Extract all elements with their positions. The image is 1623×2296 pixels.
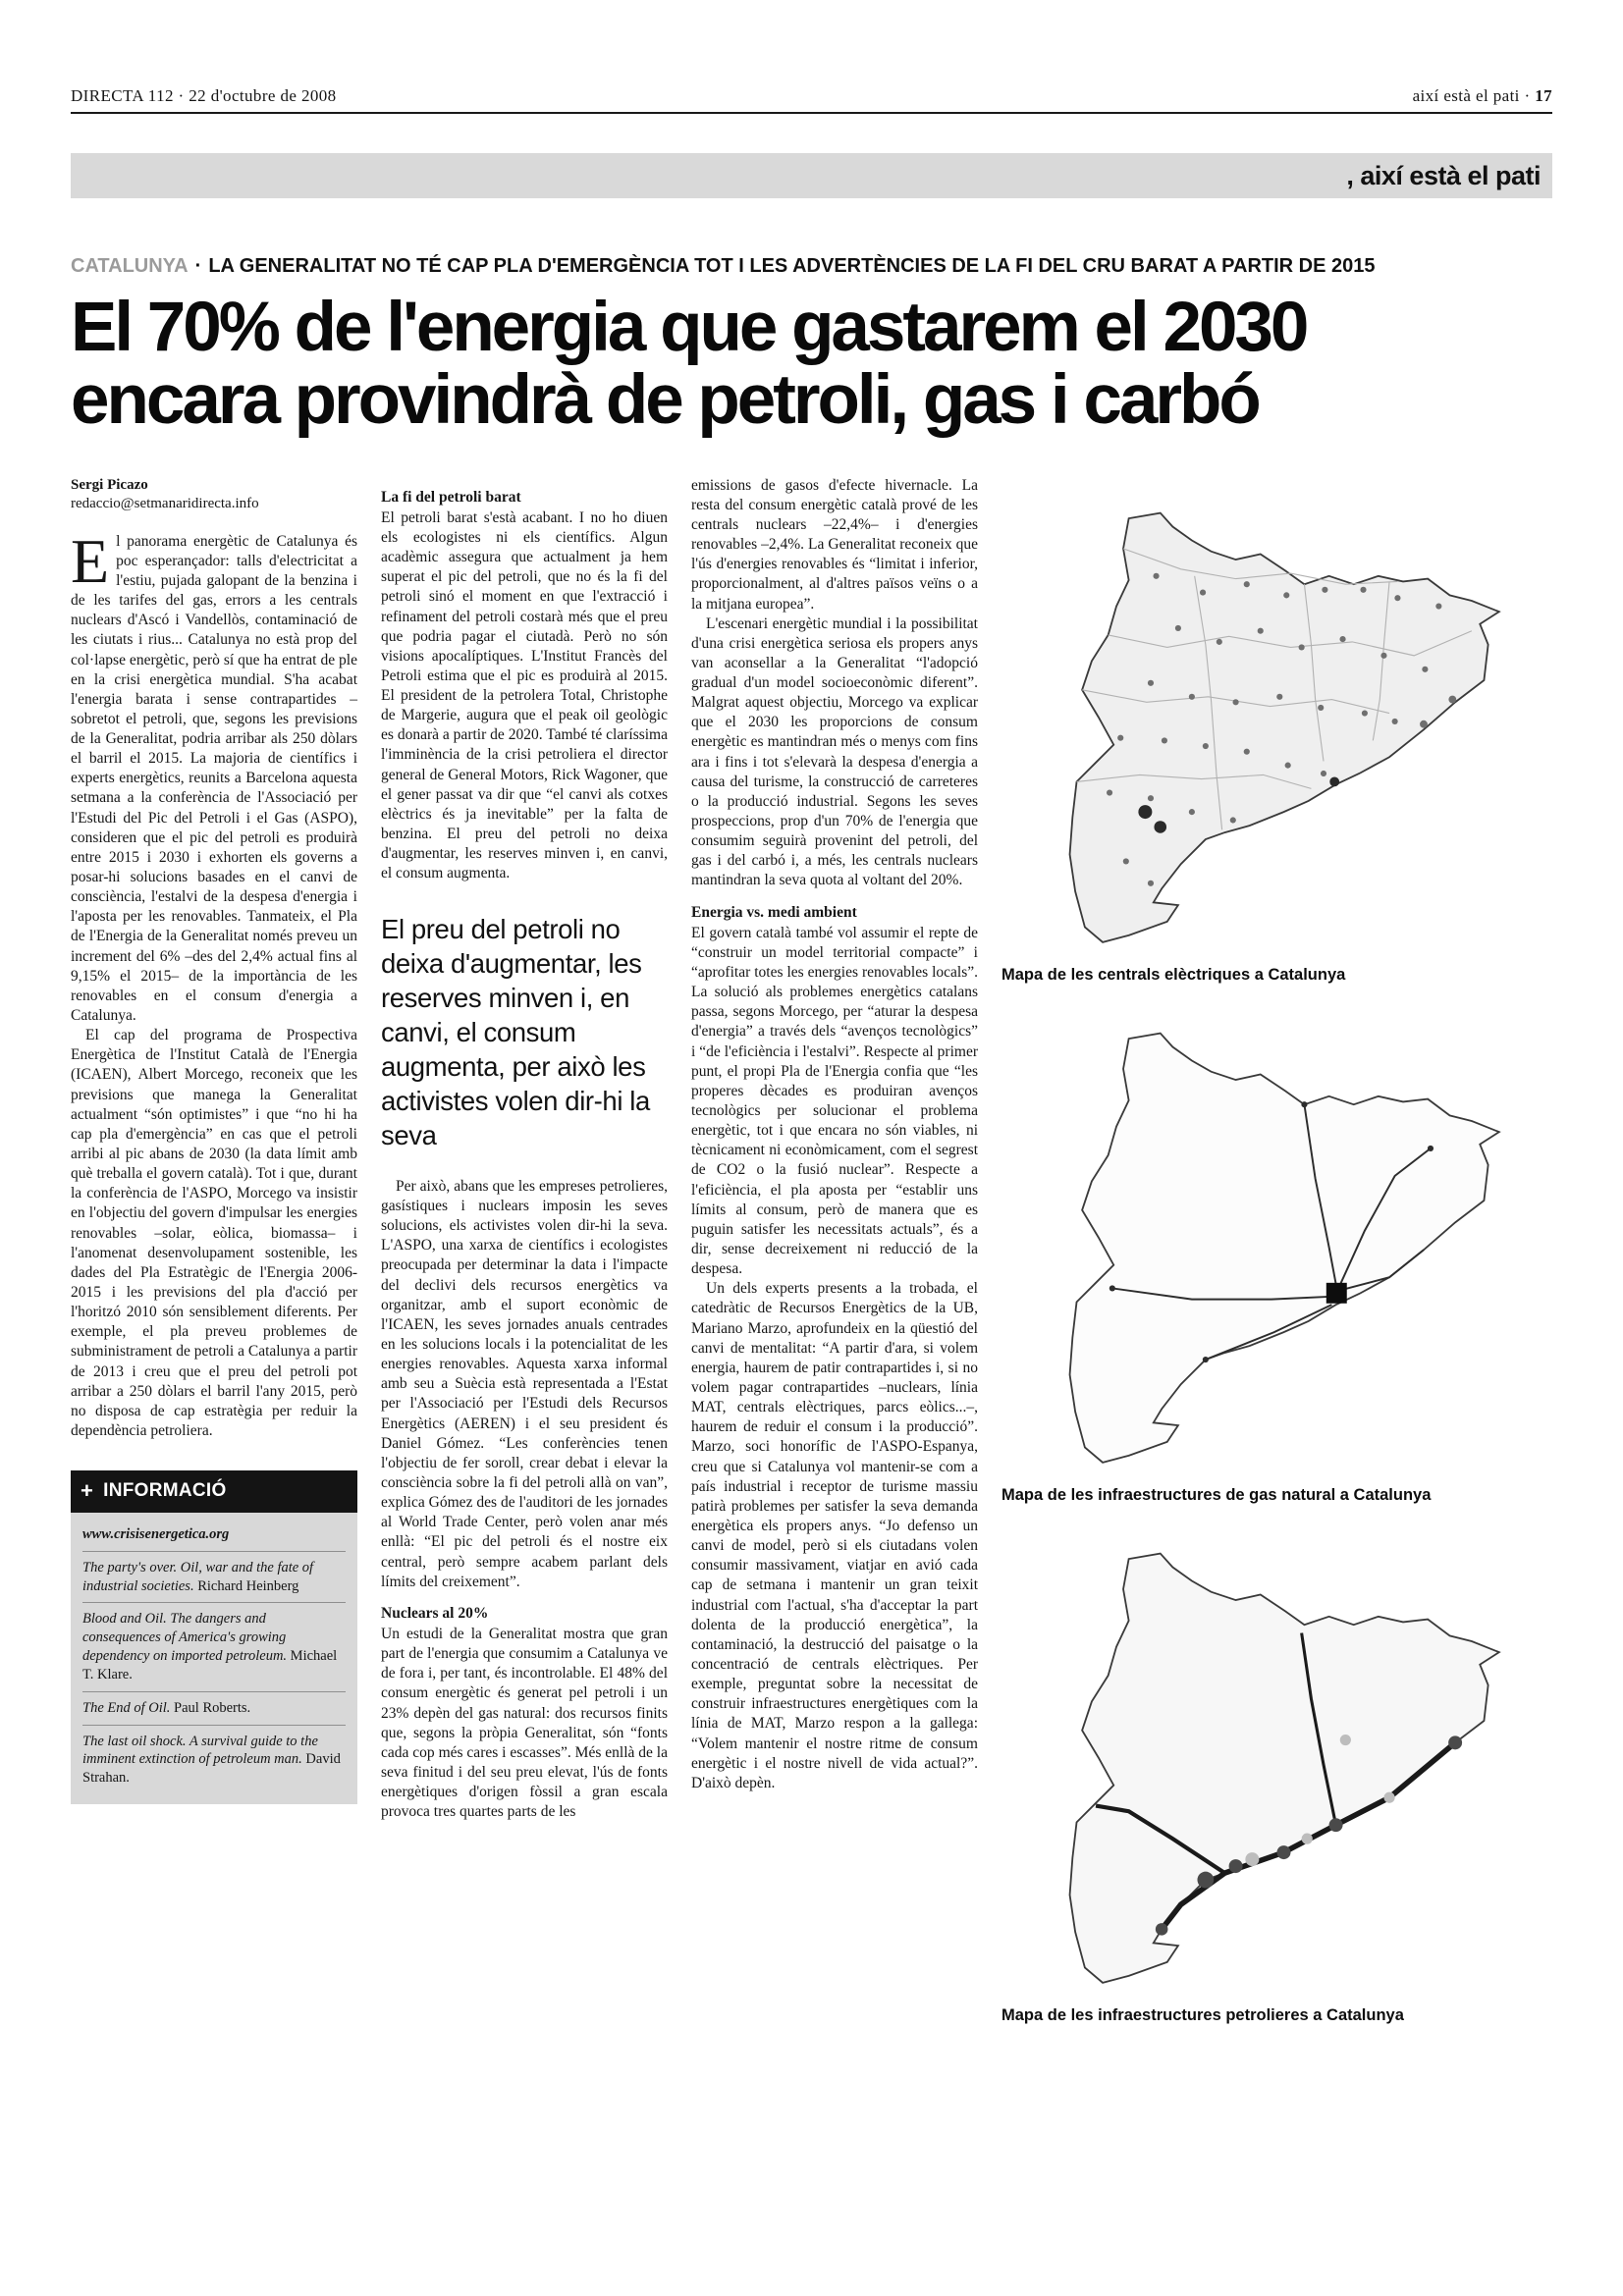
reference-author: Michael T. Klare. bbox=[82, 1648, 338, 1682]
drop-cap: E bbox=[71, 525, 110, 596]
kicker-separator: · bbox=[194, 255, 202, 277]
column-2 bbox=[381, 476, 668, 2055]
headline-line-1: El 70% de l'energia que gastarem el 2030 bbox=[71, 289, 1307, 366]
info-box bbox=[71, 1470, 357, 1804]
subhead-nuclears: Nuclears al 20% bbox=[381, 1604, 489, 1622]
subhead-energia-medi-ambient: Energia vs. medi ambient bbox=[691, 903, 857, 921]
article-paragraph bbox=[71, 525, 357, 1027]
reference-item bbox=[82, 1692, 346, 1726]
article-paragraph: Un dels experts presents a la trobada, el catedràtic de Recursos Energètics de la UB, Mariano Marzo, aprofundeix en la qüestió del canvi de mentalitat: “A partir d'ara, si volem energia, haurem de patir contrapartides i, si no volem pagar contrapartides –nuclears, línia MAT, centrals elèctriques, parcs eòlics...–, haurem de reduir el consum i la producció”. Marzo, soci honorífic de l'ASPO-Espanya, creu que si Catalunya vol mantenir-se com a país industrial i receptor de turisme massiu patirà problemes per satisfer la seva demanda energètica els propers anys. “Jo defenso un canvi de model, però si els ciutadans volen consumir massivament, viatjar en avió cada cap de setmana i mantenir un gran teixit industrial com l'actual, s'ha d'acceptar la part dolenta de la producció energètica”, la contaminació, la destrucció del paisatge o la concentració de centrals elèctriques. Per exemple, preguntat sobre la necessitat de construir infraestructures energètiques com la línia de MAT, Marzo respon a la gallega: “Volem mantenir el nostre ritme de consum energètic i el nostre nivell de vida actual?”. D'això depèn. bbox=[691, 1280, 978, 1791]
kicker-text: LA GENERALITAT NO TÉ CAP PLA D'EMERGÈNCIA TOT I LES ADVERTÈNCIES DE LA FI DEL CRU BARAT A PARTIR DE 2015 bbox=[208, 255, 1376, 277]
page-number: 17 bbox=[1535, 86, 1552, 105]
map-caption: Mapa de les infraestructures petrolieres a Catalunya bbox=[1001, 2005, 1404, 2024]
reference-item bbox=[82, 1552, 346, 1604]
reference-author: Richard Heinberg bbox=[197, 1577, 299, 1594]
map-caption: Mapa de les infraestructures de gas natural a Catalunya bbox=[1001, 1485, 1432, 1504]
section-name: així està el pati · bbox=[1412, 86, 1531, 105]
article-paragraph: L'escenari energètic mundial i la possibilitat d'una crisi energètica seriosa els propers anys van aconsellar a la Generalitat “l'adopció gradual d'un model socioeconòmic diferent”. Malgrat aquest objectiu, Morcego va explicar que el 2030 les proporcions de consum energètic es mantindran més o menys com fins ara i fins i tot s'elevarà la despesa d'energia a causa del turisme, la construcció de carreteres o la producció industrial. Segons les seves prospeccions, prop d'un 70% de l'energia que consumim seguirà provenint del petroli, del gas i del carbó i, a més, les centrals nuclears mantindran la seva quota al voltant del 20%. bbox=[691, 614, 978, 889]
headline-line-2: encara provindrà de petroli, gas i carbó bbox=[71, 360, 1259, 439]
section-band bbox=[71, 153, 1552, 198]
reference-item bbox=[82, 1519, 346, 1552]
column-1 bbox=[71, 476, 357, 2055]
reference-item bbox=[82, 1726, 346, 1795]
reference-title: Blood and Oil. The dangers and consequences of America's growing dependency on imported petroleum. bbox=[82, 1611, 288, 1665]
section-band-label: , així està el pati bbox=[1346, 160, 1541, 190]
article-paragraph: El petroli barat s'està acabant. I no ho diuen els ecologistes ni els científics. Algun acadèmic assegura que actualment ja hem superat el pic del petroli, que no és la fi del petroli sinó el moment en que l'extracció i refinament del petroli costarà més que el preu que podria pagar el ciutadà. Però no són visions apocalíptiques. L'Institut Francès del Petroli estima que el pic es produirà al 2015. El president de la petrolera Total, Christophe de Margerie, augura que el peak oil geològic es donarà a partir de 2020. També té claríssima l'imminència de la crisi petroliera el director general de General Motors, Rick Wagoner, que el gener passat va dir que “el canvi als cotxes elèctrics és ja inevitable” per la falta de benzina. El preu del petroli no deixa d'augmentar, les reserves minven i, en canvi, el consum augmenta. bbox=[381, 508, 668, 882]
catalonia-map-graphic bbox=[1001, 494, 1552, 960]
info-box-header bbox=[71, 1470, 357, 1513]
reference-author: David Strahan. bbox=[82, 1751, 341, 1787]
byline-author: Sergi Picazo bbox=[71, 476, 148, 493]
column-3 bbox=[691, 476, 978, 2055]
masthead bbox=[71, 0, 1552, 106]
article-paragraph: El govern català també vol assumir el repte de “construir un model territorial compacte” i “aprofitar totes les energies renovables locals”. La solució als problemes energètics catalans passa, segons Morcego, per “aturar la despesa d'energia” a través dels “avenços tecnològics” i “de l'eficiència i l'estalvi”. Respecte al primer punt, el propi Pla de l'Energia confia que “les properes dècades es produiran avenços tecnològics per solucionar el problema energètic, tot i que encara no són viables, ni tècnicament ni econòmicament, com el segrest de CO2 o la fusió nuclear”. Respecte a l'eficiència, el pla aposta per “establir uns límits al consum, però de manera que es puguin satisfer les necessitats actuals”, és a dir, sense decreixement ni reducció de la despesa. bbox=[691, 924, 978, 1278]
article-body bbox=[71, 476, 1552, 2055]
article-paragraph: emissions de gasos d'efecte hivernacle. La resta del consum energètic català prové de les centrals nuclears –22,4%– i d'energies renovables –2,4%. La Generalitat reconeix que l'ús d'energies renovables és “limitat i inferior, proporcionalment, al d'altres països veïns o a la mitjana europea”. bbox=[691, 476, 978, 613]
paragraph-text: l panorama energètic de Catalunya és poc esperançador: talls d'electricitat a l'estiu, pujada galopant de la benzina i de les tarifes del gas, errors a les centrals nuclears d'Ascó i Vandellòs, contaminació de les ciutats i rius... Catalunya no està prop del col·lapse energètic, però sí que ha entrat de ple en la crisi energètica mundial. S'ha acabat l'energia barata i sense contrapartides –sobretot el petroli, que, segons les previsions de la Generalitat, podria arribar als 250 dòlars el barril el 2015. La majoria de científics i experts energètics, reunits a Barcelona aquesta setmana a la conferència de l'Associació per l'Estudi del Pic del Petroli i el Gas (ASPO), consideren que el pic del petroli es produirà entre 2015 i 2030 i exhorten els governs a posar-hi solucions basades en el canvi de consciència, l'estalvi de la despesa d'energia i l'aposta per les renovables. Tanmateix, el Pla de l'Energia de la Generalitat només preveu un increment del 6% –des del 2,4% actual fins al 9,15% el 2015– de la importància de les renovables en el consum d'energia a Catalunya. bbox=[71, 532, 357, 1025]
reference-title: The party's over. Oil, war and the fate of industrial societies. bbox=[82, 1559, 314, 1594]
section-page-info bbox=[1413, 86, 1552, 106]
catalonia-map-graphic bbox=[1001, 1534, 1552, 2001]
masthead-rule bbox=[71, 112, 1552, 114]
info-box-body bbox=[71, 1513, 357, 1804]
byline-email: redaccio@setmanaridirecta.info bbox=[71, 496, 259, 512]
kicker-region: CATALUNYA bbox=[71, 255, 189, 277]
kicker bbox=[71, 255, 1552, 278]
reference-item bbox=[82, 1603, 346, 1691]
reference-title: The last oil shock. A survival guide to the imminent extinction of petroleum man. bbox=[82, 1733, 318, 1768]
byline bbox=[71, 476, 357, 514]
pull-quote: El preu del petroli no deixa d'augmentar, les reserves minven i, en canvi, el consum augmenta, per això les activistes volen dir-hi la seva bbox=[381, 914, 650, 1150]
article-paragraph: El cap del programa de Prospectiva Energètica de l'Institut Català de l'Energia (ICAEN), Albert Morcego, reconeix que les previsions que manega la Generalitat actualment “són optimistes” i que “no hi ha cap pla d'emergència” en cas que el petroli arribi al pic abans de 2030 (la data límit amb què treballa el govern català). Tot i que, durant la conferència de l'ASPO, Morcego va insistir en l'objectiu del govern d'impulsar les energies renovables –solar, eòlica, biomassa– i l'anomenat desenvolupament sostenible, les dades del Pla Estratègic de l'Energia 2006-2015 i les previsions del pla d'acció per l'horitzó 2010 són sensiblement diferents. Per exemple, el pla preveu problemes de subministrament de petroli a Catalunya a partir de 2013 i creu que el preu del petroli pot arribar a 250 dòlars el barril l'any 2015, però no disposa de cap estratègia per reduir la dependència petroliera. bbox=[71, 1027, 357, 1439]
reference-author: Paul Roberts. bbox=[174, 1699, 251, 1716]
map-caption: Mapa de les centrals elèctriques a Catalunya bbox=[1001, 965, 1346, 984]
maps-column bbox=[1001, 476, 1552, 2055]
reference-title: www.crisisenergetica.org bbox=[82, 1525, 230, 1542]
plus-icon: + bbox=[81, 1478, 94, 1504]
subhead-fi-petroli-barat: La fi del petroli barat bbox=[381, 488, 521, 506]
reference-title: The End of Oil. bbox=[82, 1699, 171, 1716]
edition-date: DIRECTA 112 · 22 d'octubre de 2008 bbox=[71, 86, 337, 105]
info-box-title: INFORMACIÓ bbox=[103, 1480, 227, 1502]
map-centrals-electriques bbox=[1001, 494, 1552, 985]
headline bbox=[71, 289, 1552, 439]
map-gas-natural bbox=[1001, 1014, 1552, 1505]
map-infraestructures-petrolieres bbox=[1001, 1534, 1552, 2025]
catalonia-map-graphic bbox=[1001, 1014, 1552, 1480]
article-paragraph: Per això, abans que les empreses petrolieres, gasístiques i nuclears imposin les seves solucions, els activistes volen dir-hi la seva. L'ASPO, una xarxa de científics i ecologistes preocupada per determinar la data i l'impacte del declivi dels recursos energètics va organitzar, amb el suport econòmic de l'ICAEN, les seves jornades anuals centrades en les solucions locals i la potencialitat de les energies renovables. Aquesta xarxa informal amb seu a Suècia està representada a l'Estat per l'Associació per l'Estudi dels Recursos Energètics (AEREN) i el seu president és Daniel Gómez. “Les conferències tenen l'objectiu de fer soroll, crear debat i elevar la consciència sobre la fi del petroli allà on van”, explica Gómez des de l'auditori de les jornades al World Trade Center, però volen anar més enllà: “El pic del petroli és el nostre eix central, però sempre acabem parlant dels límits del creixement”. bbox=[381, 1177, 668, 1590]
article-paragraph: Un estudi de la Generalitat mostra que gran part de l'energia que consumim a Catalunya ve de fora i, per tant, és incontrolable. El 48% del consum energètic és generat pel petroli i un 23% depèn del gas natural: dos recursos finits que, segons la pròpia Generalitat, són “fonts cada cop més cares i escasses”. Més enllà de la seva finitud i del seu preu elevat, l'ús de fonts energètiques d'origen fòssil a gran escala provoca tres quartes parts de les bbox=[381, 1626, 668, 1821]
